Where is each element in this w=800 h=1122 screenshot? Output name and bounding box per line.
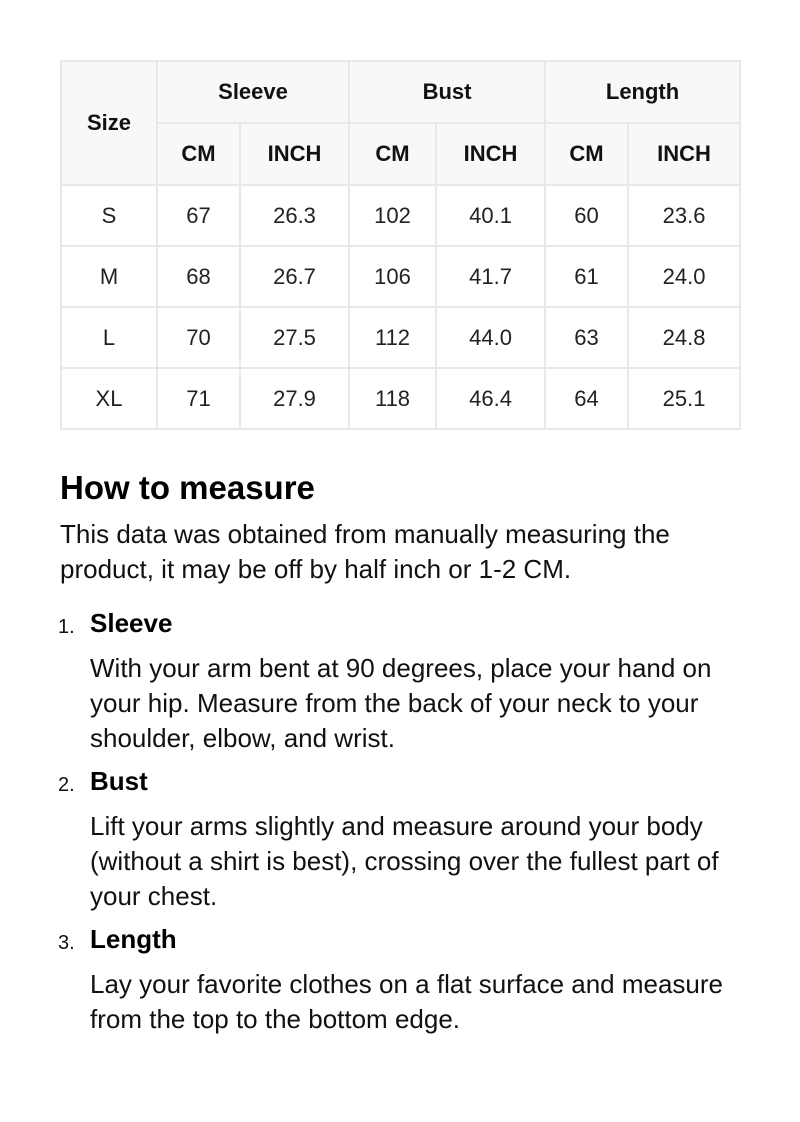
table-group-header-row <box>61 61 740 123</box>
size-cell: S <box>61 185 157 246</box>
measure-intro-text: This data was obtained from manually measuring the product, it may be off by half inch or 1-2 CM. <box>60 519 670 584</box>
sleeve-cm-cell: 71 <box>157 368 240 429</box>
length-cm-header: CM <box>545 123 628 185</box>
sleeve-inch-cell: 27.5 <box>240 307 349 368</box>
sleeve-cm-header: CM <box>157 123 240 185</box>
bust-inch-header: INCH <box>436 123 545 185</box>
length-inch-header: INCH <box>628 123 740 185</box>
size-column-header: Size <box>61 61 157 185</box>
size-guide-page <box>60 60 740 1046</box>
step-title: Sleeve <box>90 608 173 638</box>
table-row <box>61 368 740 429</box>
table-unit-header-row <box>61 123 740 185</box>
size-cell: M <box>61 246 157 307</box>
step-number: 1. <box>58 616 75 638</box>
size-cell: XL <box>61 368 157 429</box>
list-item <box>60 765 740 914</box>
size-cell: L <box>61 307 157 368</box>
list-item <box>60 923 740 1037</box>
sleeve-inch-header: INCH <box>240 123 349 185</box>
length-cm-cell: 60 <box>545 185 628 246</box>
bust-cm-cell: 106 <box>349 246 436 307</box>
table-row <box>61 246 740 307</box>
length-inch-cell: 24.8 <box>628 307 740 368</box>
sleeve-inch-cell: 26.7 <box>240 246 349 307</box>
length-cm-cell: 63 <box>545 307 628 368</box>
sleeve-cm-cell: 68 <box>157 246 240 307</box>
bust-inch-cell: 44.0 <box>436 307 545 368</box>
step-title: Length <box>90 924 177 954</box>
step-description: Lay your favorite clothes on a flat surface and measure from the top to the bottom edge. <box>90 969 724 1034</box>
bust-inch-cell: 46.4 <box>436 368 545 429</box>
length-cm-cell: 61 <box>545 246 628 307</box>
sleeve-inch-cell: 27.9 <box>240 368 349 429</box>
measure-steps-list <box>60 607 740 1037</box>
bust-group-header: Bust <box>349 61 545 123</box>
step-number: 3. <box>58 932 75 954</box>
step-description: With your arm bent at 90 degrees, place your hand on your hip. Measure from the back of your neck to your shoulder, elbow, and wrist. <box>90 653 712 753</box>
length-inch-cell: 25.1 <box>628 368 740 429</box>
bust-inch-cell: 41.7 <box>436 246 545 307</box>
step-description: Lift your arms slightly and measure around your body (without a shirt is best), crossing over the fullest part of your chest. <box>90 811 719 911</box>
list-item <box>60 607 740 756</box>
how-to-measure-heading: How to measure <box>60 469 315 506</box>
bust-cm-header: CM <box>349 123 436 185</box>
step-title: Bust <box>90 766 148 796</box>
length-inch-cell: 24.0 <box>628 246 740 307</box>
sleeve-group-header: Sleeve <box>157 61 349 123</box>
length-inch-cell: 23.6 <box>628 185 740 246</box>
bust-cm-cell: 102 <box>349 185 436 246</box>
size-chart-table <box>60 60 741 430</box>
table-row <box>61 307 740 368</box>
step-number: 2. <box>58 774 75 796</box>
bust-inch-cell: 40.1 <box>436 185 545 246</box>
sleeve-cm-cell: 67 <box>157 185 240 246</box>
table-row <box>61 185 740 246</box>
length-cm-cell: 64 <box>545 368 628 429</box>
bust-cm-cell: 118 <box>349 368 436 429</box>
sleeve-cm-cell: 70 <box>157 307 240 368</box>
length-group-header: Length <box>545 61 740 123</box>
sleeve-inch-cell: 26.3 <box>240 185 349 246</box>
bust-cm-cell: 112 <box>349 307 436 368</box>
